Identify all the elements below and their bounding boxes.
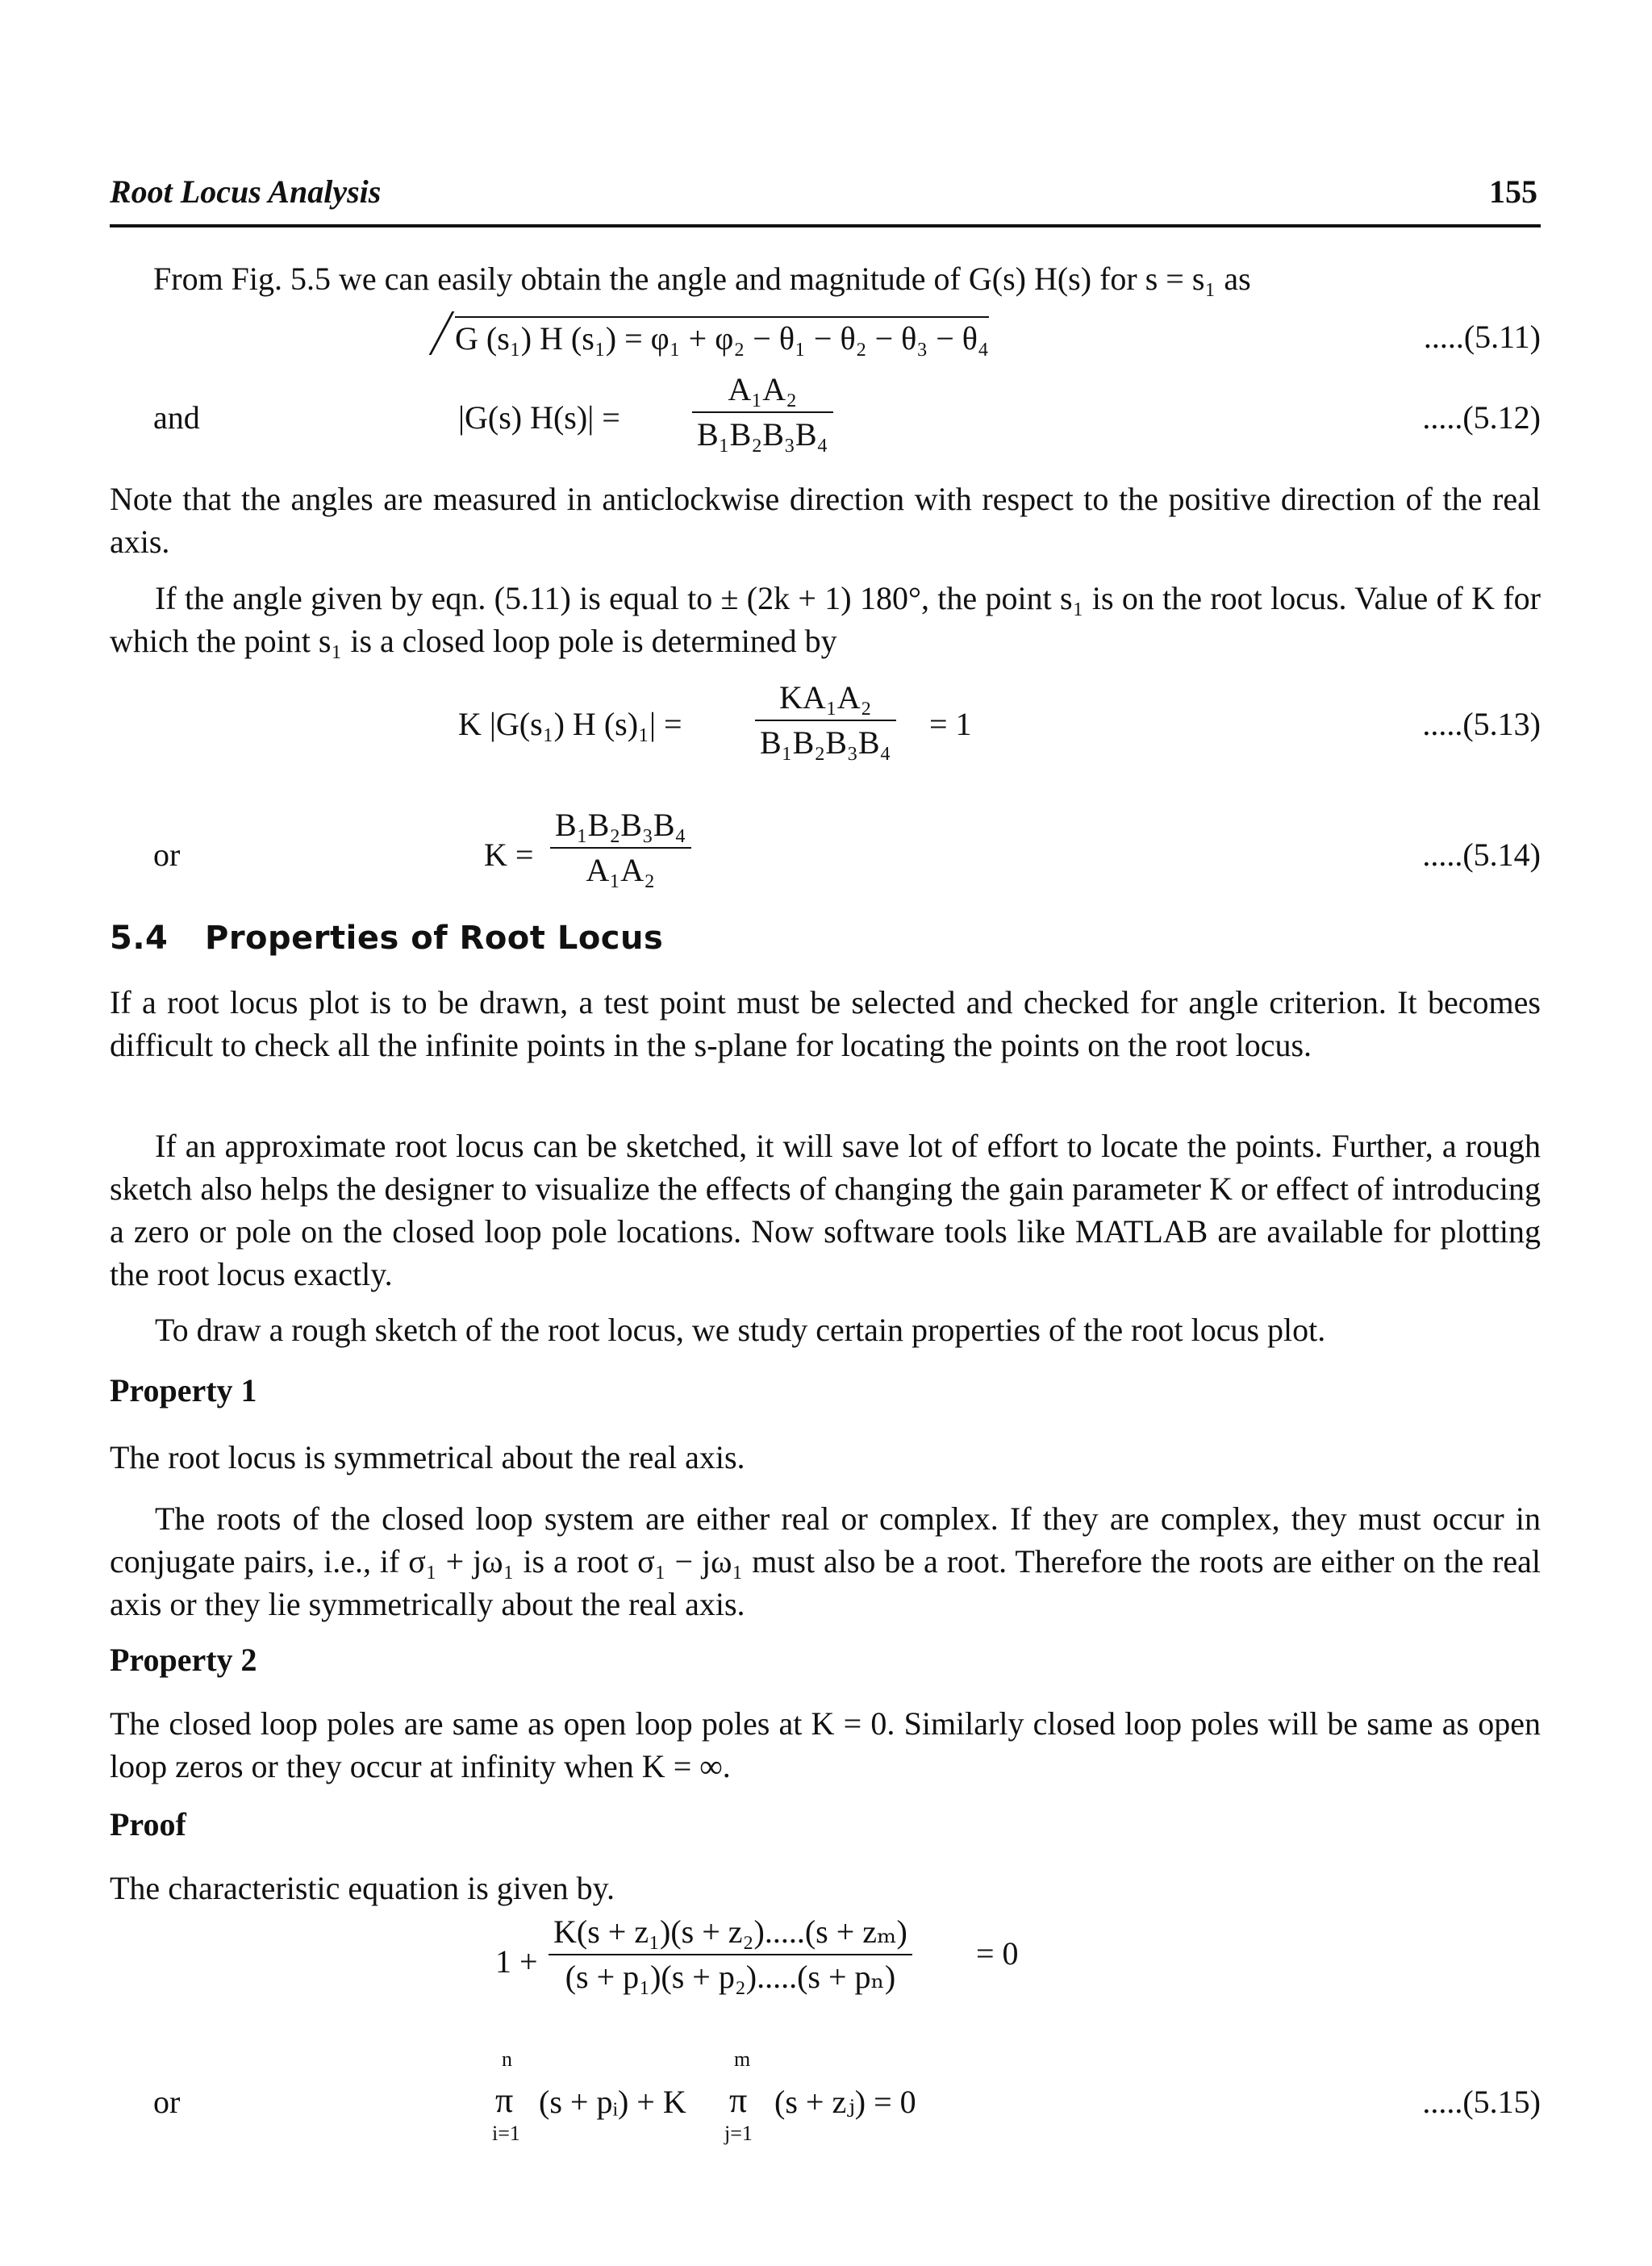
property-1-heading: Property 1 bbox=[110, 1372, 257, 1408]
product-symbol-1: π bbox=[495, 2080, 514, 2120]
equation-label-and: and bbox=[153, 399, 200, 436]
property-2-statement: The closed loop poles are same as open loop poles at K = 0. Similarly closed loop poles will be same as open loop zeros or they occur at infinity when K = ∞. bbox=[110, 1705, 1541, 1784]
paragraph-approximate-sketch: If an approximate root locus can be sketched, it will save lot of effort to locate the points. Further, a rough sketch also helps the designer to visualize the effects of changing the gain parameter K or effect of introducing a zero or pole on the closed loop pole locations. Now software tools like MATLAB are available for plotting the root locus exactly. bbox=[110, 1128, 1541, 1292]
running-header-title: Root Locus Analysis bbox=[110, 173, 382, 210]
equation-5-13-lhs: K |G(s₁) H (s)₁| = bbox=[458, 706, 682, 742]
page-number: 155 bbox=[1489, 173, 1537, 210]
section-heading bbox=[110, 920, 663, 957]
equation-5-15-term-1: (s + pᵢ) + K bbox=[539, 2084, 686, 2120]
equation-number-5-14: .....(5.14) bbox=[1422, 837, 1541, 873]
equation-5-12-lhs: |G(s) H(s)| = bbox=[458, 399, 620, 436]
angle-criterion-paragraph: If the angle given by eqn. (5.11) is equal to ± (2k + 1) 180°, the point s₁ is on the root locus. Value of K for which the point s₁ is a closed loop pole is determined by bbox=[110, 580, 1541, 659]
section-title: Properties of Root Locus bbox=[205, 920, 664, 957]
equation-5-11: G (s₁) H (s₁) = φ₁ + φ₂ − θ₁ − θ₂ − θ₃ − θ₄ bbox=[455, 316, 989, 357]
equation-5-13-rhs: = 1 bbox=[929, 706, 972, 742]
equation-5-14-fraction bbox=[550, 807, 691, 889]
proof-heading: Proof bbox=[110, 1806, 186, 1842]
paragraph-test-point: If a root locus plot is to be drawn, a test point must be selected and checked for angle criterion. It becomes difficult to check all the infinite points in the s-plane for locating the points on the root locus. bbox=[110, 984, 1541, 1063]
equation-5-12-denominator: B₁B₂B₃B₄ bbox=[692, 411, 833, 453]
equation-5-13-denominator: B₁B₂B₃B₄ bbox=[755, 720, 896, 762]
equation-5-15-term-2: (s + zⱼ) = 0 bbox=[774, 2084, 916, 2120]
equation-5-13-numerator: KA₁A₂ bbox=[778, 679, 872, 716]
product-symbol-2: π bbox=[729, 2080, 748, 2120]
product-lower-limit-1: i=1 bbox=[492, 2122, 520, 2145]
product-lower-limit-2: j=1 bbox=[724, 2122, 753, 2145]
section-number: 5.4 bbox=[110, 920, 169, 957]
equation-number-5-15: .....(5.15) bbox=[1422, 2084, 1541, 2120]
char-eq-denominator: (s + p₁)(s + p₂).....(s + pₙ) bbox=[549, 1954, 912, 1996]
char-eq-fraction bbox=[549, 1913, 912, 1996]
property-1-explanation: The roots of the closed loop system are either real or complex. If they are complex, they must occur in conjugate pairs, i.e., if σ₁ + jω₁ is a root σ₁ − jω₁ must also be a root. Therefore the roots are either on the real axis or they lie symmetrically about the real axis. bbox=[110, 1500, 1541, 1622]
angle-symbol bbox=[429, 311, 454, 355]
equation-5-13-fraction bbox=[755, 679, 896, 762]
product-upper-limit-1: n bbox=[502, 2047, 512, 2071]
note-paragraph: Note that the angles are measured in anticlockwise direction with respect to the positive direction of the real axis. bbox=[110, 481, 1541, 560]
equation-5-12-numerator: A₁A₂ bbox=[728, 371, 798, 407]
property-2-heading: Property 2 bbox=[110, 1642, 257, 1678]
equation-label-or-2: or bbox=[153, 2084, 181, 2120]
intro-line: From Fig. 5.5 we can easily obtain the angle and magnitude of G(s) H(s) for s = s₁ as bbox=[153, 261, 1251, 297]
equation-5-14-lhs: K = bbox=[484, 837, 534, 873]
equation-number-5-13: .....(5.13) bbox=[1422, 706, 1541, 742]
equation-5-12-fraction bbox=[692, 371, 833, 453]
equation-5-14-denominator: A₁A₂ bbox=[550, 847, 691, 889]
header-rule bbox=[110, 224, 1541, 227]
equation-5-14-numerator: B₁B₂B₃B₄ bbox=[555, 807, 686, 843]
product-upper-limit-2: m bbox=[734, 2047, 751, 2071]
char-eq-numerator: K(s + z₁)(s + z₂).....(s + zₘ) bbox=[553, 1913, 907, 1950]
char-eq-rhs: = 0 bbox=[976, 1935, 1019, 1972]
equation-number-5-11: .....(5.11) bbox=[1423, 319, 1541, 355]
proof-intro: The characteristic equation is given by. bbox=[110, 1870, 615, 1906]
equation-label-or: or bbox=[153, 837, 181, 873]
equation-number-5-12: .....(5.12) bbox=[1422, 399, 1541, 436]
property-1-statement: The root locus is symmetrical about the real axis. bbox=[110, 1439, 745, 1475]
char-eq-lhs: 1 + bbox=[495, 1943, 538, 1980]
paragraph-rough-sketch: To draw a rough sketch of the root locus, we study certain properties of the root locus plot. bbox=[155, 1312, 1326, 1348]
